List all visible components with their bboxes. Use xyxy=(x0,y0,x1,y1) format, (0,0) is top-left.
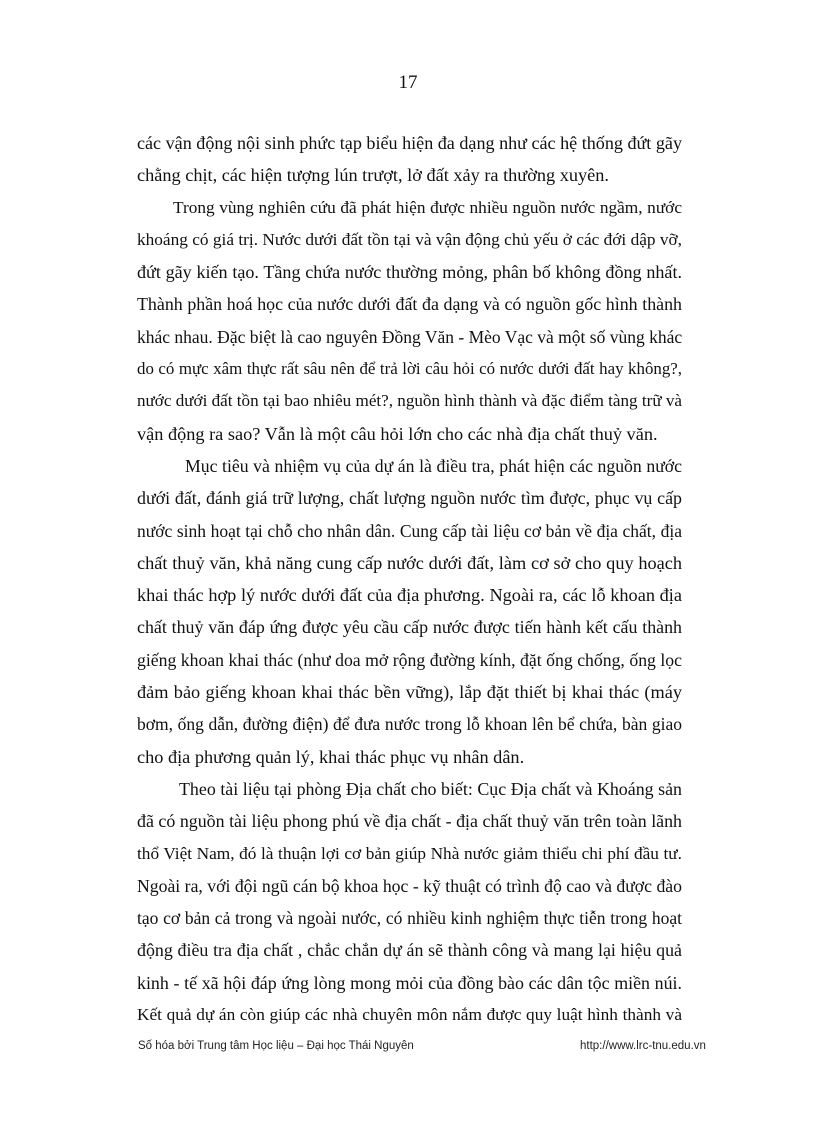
text-line: động điều tra địa chất , chắc chắn dự án sẽ thành công và mang lại hiệu quả xyxy=(137,940,682,961)
text-line: nước sinh hoạt tại chỗ cho nhân dân. Cung cấp tài liệu cơ bản về địa chất, địa xyxy=(137,520,682,541)
text-line: Mục tiêu và nhiệm vụ của dự án là điều tra, phát hiện các nguồn nước xyxy=(185,455,682,476)
text-line: thổ Việt Nam, đó là thuận lợi cơ bản giúp Nhà nước giảm thiểu chi phí đầu tư. xyxy=(137,843,682,863)
text-line: Theo tài liệu tại phòng Địa chất cho biết: Cục Địa chất và Khoáng sản xyxy=(179,778,682,799)
page-number: 17 xyxy=(398,72,418,93)
text-line: tạo cơ bản cả trong và ngoài nước, có nhiều kinh nghiệm thực tiễn trong hoạt xyxy=(137,908,682,929)
text-line: Ngoài ra, với đội ngũ cán bộ khoa học - kỹ thuật có trình độ cao và được đào xyxy=(137,875,682,896)
text-line: cho địa phương quản lý, khai thác phục vụ nhân dân. xyxy=(137,746,525,767)
text-line: đã có nguồn tài liệu phong phú về địa chất - địa chất thuỷ văn trên toàn lãnh xyxy=(137,811,682,832)
footer-source: Số hóa bởi Trung tâm Học liệu – Đại học Thái Nguyên xyxy=(138,1040,414,1052)
text-line: chất thuỷ văn, khả năng cung cấp nước dưới đất, làm cơ sở cho quy hoạch xyxy=(137,552,682,573)
text-line: nước dưới đất tồn tại bao nhiêu mét?, nguồn hình thành và đặc điểm tàng trữ và xyxy=(137,391,682,411)
text-line: đứt gãy kiến tạo. Tầng chứa nước thường mỏng, phân bố không đồng nhất. xyxy=(137,262,682,283)
text-line: khai thác hợp lý nước dưới đất của địa phương. Ngoài ra, các lỗ khoan địa xyxy=(137,585,682,606)
text-line: Trong vùng nghiên cứu đã phát hiện được nhiều nguồn nước ngầm, nước xyxy=(173,197,682,217)
text-line: kinh - tế xã hội đáp ứng lòng mong mỏi của đồng bào các dân tộc miền núi. xyxy=(137,972,682,993)
text-line: các vận động nội sinh phức tạp biểu hiện đa dạng như các hệ thống đứt gãy xyxy=(137,133,682,153)
text-line: dưới đất, đánh giá trữ lượng, chất lượng nguồn nước tìm được, phục vụ cấp xyxy=(137,488,682,509)
paragraph-1 xyxy=(137,127,682,192)
paragraph-3 xyxy=(137,450,682,773)
text-line: giếng khoan khai thác (như doa mở rộng đường kính, đặt ống chống, ống lọc xyxy=(137,649,682,670)
text-line: khác nhau. Đặc biệt là cao nguyên Đồng Văn - Mèo Vạc và một số vùng khác xyxy=(137,326,683,347)
footer-url[interactable]: http://www.lrc-tnu.edu.vn xyxy=(580,1040,706,1052)
text-line: chất thuỷ văn đáp ứng được yêu cầu cấp nước được tiến hành kết cấu thành xyxy=(137,617,682,638)
paragraph-4 xyxy=(137,773,682,1031)
text-line: do có mực xâm thực rất sâu nên để trả lời câu hỏi có nước dưới đất hay không?, xyxy=(137,359,682,379)
text-line: Kết quả dự án còn giúp các nhà chuyên môn nắm được quy luật hình thành và xyxy=(137,1005,682,1025)
paragraph-2 xyxy=(137,192,682,450)
document-body xyxy=(137,127,682,1031)
text-line: đảm bảo giếng khoan khai thác bền vững), lắp đặt thiết bị khai thác (máy xyxy=(137,682,682,703)
text-line: chằng chịt, các hiện tượng lún trượt, lở đất xảy ra thường xuyên. xyxy=(137,165,609,186)
text-line: khoáng có giá trị. Nước dưới đất tồn tại và vận động chủ yếu ở các đới dập vỡ, xyxy=(137,229,682,249)
text-line: bơm, ống dẫn, đường điện) để đưa nước trong lỗ khoan lên bể chứa, bàn giao xyxy=(137,714,682,735)
text-line: vận động ra sao? Vẫn là một câu hỏi lớn cho các nhà địa chất thuỷ văn. xyxy=(137,423,658,444)
text-line: Thành phần hoá học của nước dưới đất đa dạng và có nguồn gốc hình thành xyxy=(137,294,682,315)
